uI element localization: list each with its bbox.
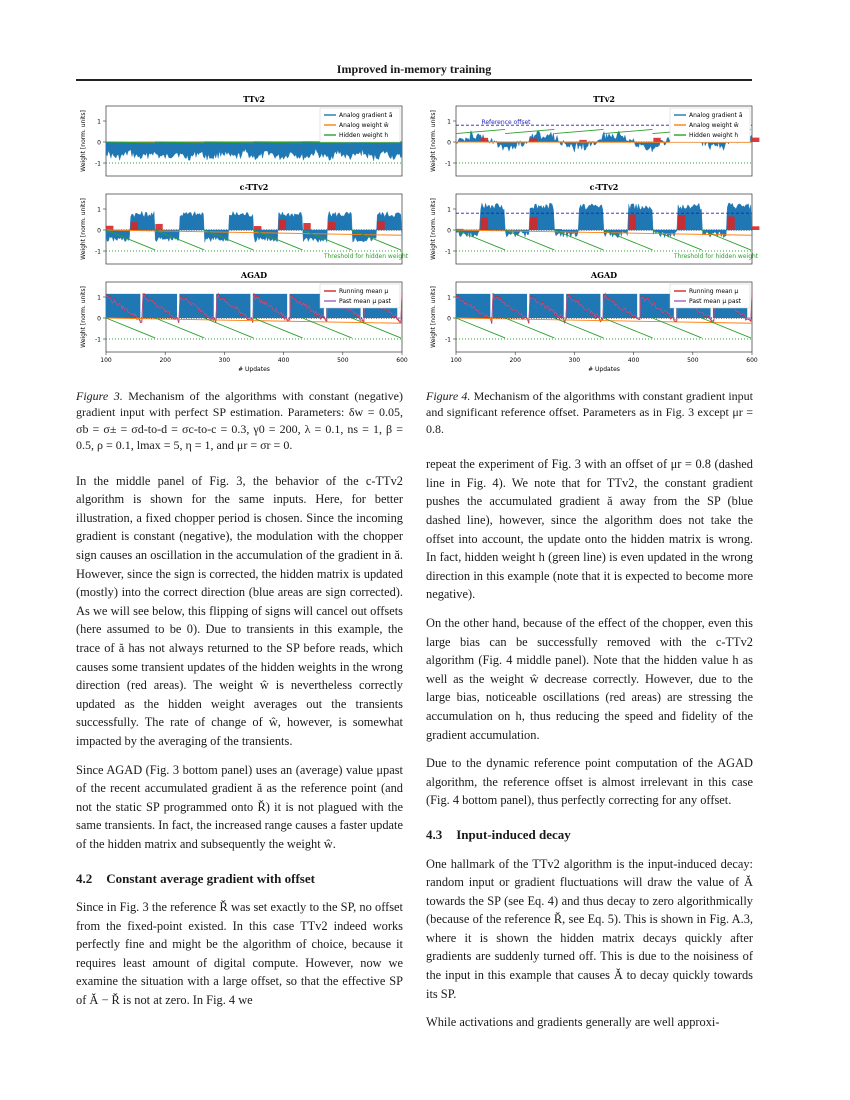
x-tick-label: 200 — [159, 357, 171, 364]
y-tick-label: -1 — [445, 160, 451, 168]
header-rule — [76, 79, 752, 81]
paragraph: While activations and gradients generally are well approxi- — [426, 1015, 720, 1030]
x-tick-label: 500 — [337, 357, 349, 364]
negative-area — [629, 215, 636, 230]
x-tick-label: 300 — [568, 357, 581, 364]
y-tick-label: 1 — [97, 294, 101, 302]
y-tick-label: 0 — [447, 139, 451, 147]
section-heading-4-2: 4.2 Constant average gradient with offset — [76, 870, 315, 886]
panel-title: AGAD — [590, 270, 618, 280]
negative-area — [752, 138, 759, 142]
x-tick-label: 500 — [687, 357, 699, 364]
panel-title: AGAD — [240, 270, 268, 280]
legend-label: Analog gradient ă — [689, 112, 743, 119]
x-tick-label: 200 — [509, 357, 521, 364]
y-tick-label: 0 — [97, 139, 101, 147]
x-tick-label: 400 — [627, 357, 640, 364]
x-tick-label: 100 — [100, 357, 112, 364]
y-tick-label: -1 — [95, 336, 101, 344]
y-tick-label: 1 — [447, 206, 451, 214]
negative-area — [481, 218, 488, 230]
legend-label: Running mean μ — [689, 288, 739, 295]
panel-annotation: Threshold for hidden weight — [673, 253, 759, 260]
legend-label: Analog gradient ă — [339, 112, 393, 119]
y-tick-label: 1 — [447, 294, 451, 302]
x-tick-label: 400 — [277, 357, 290, 364]
panel-ttv2 — [80, 94, 402, 176]
paragraph: Since in Fig. 3 the reference Ř was set exactly to the SP, no offset from the fixed-point existed. In this case TTv2 indeed works perfectly fine and might be the algorithm of choice, because it requires least amount of digital compute. However, now we examine the situation with a large offset, so that the effective SP of Ă − Ř is not at zero. In Fig. 4 we — [76, 900, 403, 1008]
x-axis-label: # Updates — [588, 366, 620, 373]
negative-area — [653, 138, 660, 142]
negative-area — [752, 226, 759, 230]
negative-area — [131, 222, 138, 230]
y-tick-label: 0 — [97, 315, 101, 323]
panel-ttv2 — [430, 94, 759, 176]
figure-3 — [76, 92, 416, 382]
negative-area — [530, 138, 537, 142]
negative-area — [530, 217, 537, 230]
figure-4-plot — [426, 92, 766, 382]
negative-area — [303, 223, 310, 230]
negative-area — [106, 226, 113, 230]
gradient-area — [106, 142, 402, 161]
negative-area — [254, 226, 261, 230]
figure-4 — [426, 92, 766, 382]
x-tick-label: 600 — [746, 357, 758, 364]
negative-area — [678, 215, 685, 230]
x-tick-label: 100 — [450, 357, 462, 364]
y-tick-label: 0 — [97, 227, 101, 235]
panel-title: TTv2 — [593, 94, 615, 104]
paragraph: On the other hand, because of the effect of the chopper, even this large bias can be successfully removed with the c-TTv2 algorithm (Fig. 4 middle panel). Note that the hidden value h as well as the weight ŵ decrease correctly. However, due to the large bias, noticeable oscillations (red areas) are stressing the accumulation on h, thus reducing the speed and fidelity of the gradient accumulation. — [426, 615, 753, 742]
paragraph: repeat the experiment of Fig. 3 with an offset of μr = 0.8 (dashed line in Fig. 4). We note that for TTv2, the constant gradient pushes the accumulated gradient ă away from the SP (blue dashed line), however, since the algorithm does not take the offset into account, the update onto the hidden matrix is wrong. In fact, hidden weight h (green line) is even updated in the wrong direction in this example (note that it is expected to become more negative). — [426, 457, 753, 602]
paragraph: Due to the dynamic reference point computation of the AGAD algorithm, the reference offset is almost irrelevant in this case (Fig. 4 bottom panel), thus perfectly correcting for any offset. — [426, 756, 753, 808]
y-tick-label: 1 — [447, 118, 451, 126]
x-tick-label: 600 — [396, 357, 408, 364]
y-tick-label: -1 — [445, 336, 451, 344]
legend-label: Hidden weight h — [689, 132, 739, 139]
x-axis-label: # Updates — [238, 366, 270, 373]
y-axis-label: Weight [norm. units] — [430, 198, 437, 260]
panel-agad — [430, 270, 752, 352]
figure-4-caption: Figure 4. Mechanism of the algorithms with constant gradient input and significant reference offset. Parameters as in Fig. 3 except μr = 0.8. — [426, 389, 754, 436]
legend-label: Past mean μ past — [689, 298, 742, 305]
y-tick-label: 0 — [447, 315, 451, 323]
figure-3-caption: Figure 3. Mechanism of the algorithms with constant (negative) gradient input with perfect SP estimation. Parameters: δw = 0.05, σb = σ± = σd-to-d = σc-to-c = 0.3, γ0 = 200, λ = 0.1, ns = 1, β = 0.5, ρ = 0.1, lmax = 5, η = 1, and μr = σr = 0. — [76, 389, 404, 453]
panel-c-ttv2 — [80, 182, 409, 264]
legend-label: Running mean μ — [339, 288, 389, 295]
gradient-area — [456, 294, 490, 318]
legend-label: Hidden weight h — [339, 132, 389, 139]
panel-agad — [80, 270, 402, 352]
gradient-area — [143, 294, 177, 318]
y-axis-label: Weight [norm. units] — [80, 286, 87, 348]
x-tick-label: 300 — [218, 357, 231, 364]
y-axis-label: Weight [norm. units] — [430, 110, 437, 172]
negative-area — [155, 224, 162, 230]
negative-area — [328, 222, 335, 230]
legend-label: Analog weight ŵ — [689, 122, 739, 129]
y-axis-label: Weight [norm. units] — [80, 198, 87, 260]
y-axis-label: Weight [norm. units] — [80, 110, 87, 172]
y-tick-label: 1 — [97, 118, 101, 126]
y-tick-label: -1 — [445, 248, 451, 256]
paragraph: Since AGAD (Fig. 3 bottom panel) uses an (average) value μpast of the recent accumulated gradient ă as the reference point (and not the static SP programmed onto Ř) it is not plagued with the same transients. In fact, the increased range causes a faster update of the hidden matrix and subsequently the weight ŵ. — [76, 762, 403, 851]
panel-annotation: Threshold for hidden weight — [323, 253, 409, 260]
panel-title: c-TTv2 — [239, 182, 269, 192]
figure-3-plot — [76, 92, 416, 382]
legend-label: Analog weight ŵ — [339, 122, 389, 129]
panel-title: c-TTv2 — [589, 182, 619, 192]
right-column — [426, 388, 753, 1042]
panel-title: TTv2 — [243, 94, 265, 104]
running-head: Improved in-memory training — [336, 62, 492, 76]
left-column — [76, 388, 403, 1020]
legend-label: Past mean μ past — [339, 298, 392, 305]
negative-area — [279, 219, 286, 230]
section-heading-4-3: 4.3 Input-induced decay — [426, 826, 571, 842]
y-tick-label: 0 — [447, 227, 451, 235]
negative-area — [555, 229, 562, 230]
paragraph: One hallmark of the TTv2 algorithm is the input-induced decay: random input or gradient fluctuations will draw the value of Ă towards the SP (see Eq. 4) and thus decay to zero algorithmically (because of the reference Ř, see Eq. 5). This is shown in Fig. A.3, where it is shown the hidden matrix decays quickly after gradients are suddenly turned off. This is due to the noisiness of the input in this example that causes Ă to decay quickly towards its SP. — [426, 856, 753, 1001]
negative-area — [727, 216, 734, 230]
panel-annotation: Reference offset — [481, 119, 531, 127]
paragraph: In the middle panel of Fig. 3, the behavior of the c-TTv2 algorithm is shown for the same inputs. Here, for better illustration, a fixed chopper period is chosen. Since the incoming gradient is constant (negative), the modulation with the chopper sign causes an oscillation in the accumulation of the gradient in ă. However, since the sign is corrected, the hidden matrix is updated (mostly) into the correct direction (blue areas are sign corrected). As we will see below, this flipping of signs will cancel out offsets (here assumed to be 0). Due to transients in this example, the trace of ă has not always returned to the SP before reads, which causes some transient updates of the hidden weights in the wrong direction (red areas). The weight ŵ is nevertheless correctly updated as the hidden weight averages out the transients successfully. The rate of change of ŵ, however, is somewhat impacted by the averaging of the transients. — [76, 473, 403, 748]
negative-area — [579, 140, 586, 142]
y-axis-label: Weight [norm. units] — [430, 286, 437, 348]
y-tick-label: -1 — [95, 160, 101, 168]
y-tick-label: 1 — [97, 206, 101, 214]
negative-area — [481, 138, 488, 142]
negative-area — [377, 221, 384, 230]
panel-c-ttv2 — [430, 182, 759, 264]
y-tick-label: -1 — [95, 248, 101, 256]
